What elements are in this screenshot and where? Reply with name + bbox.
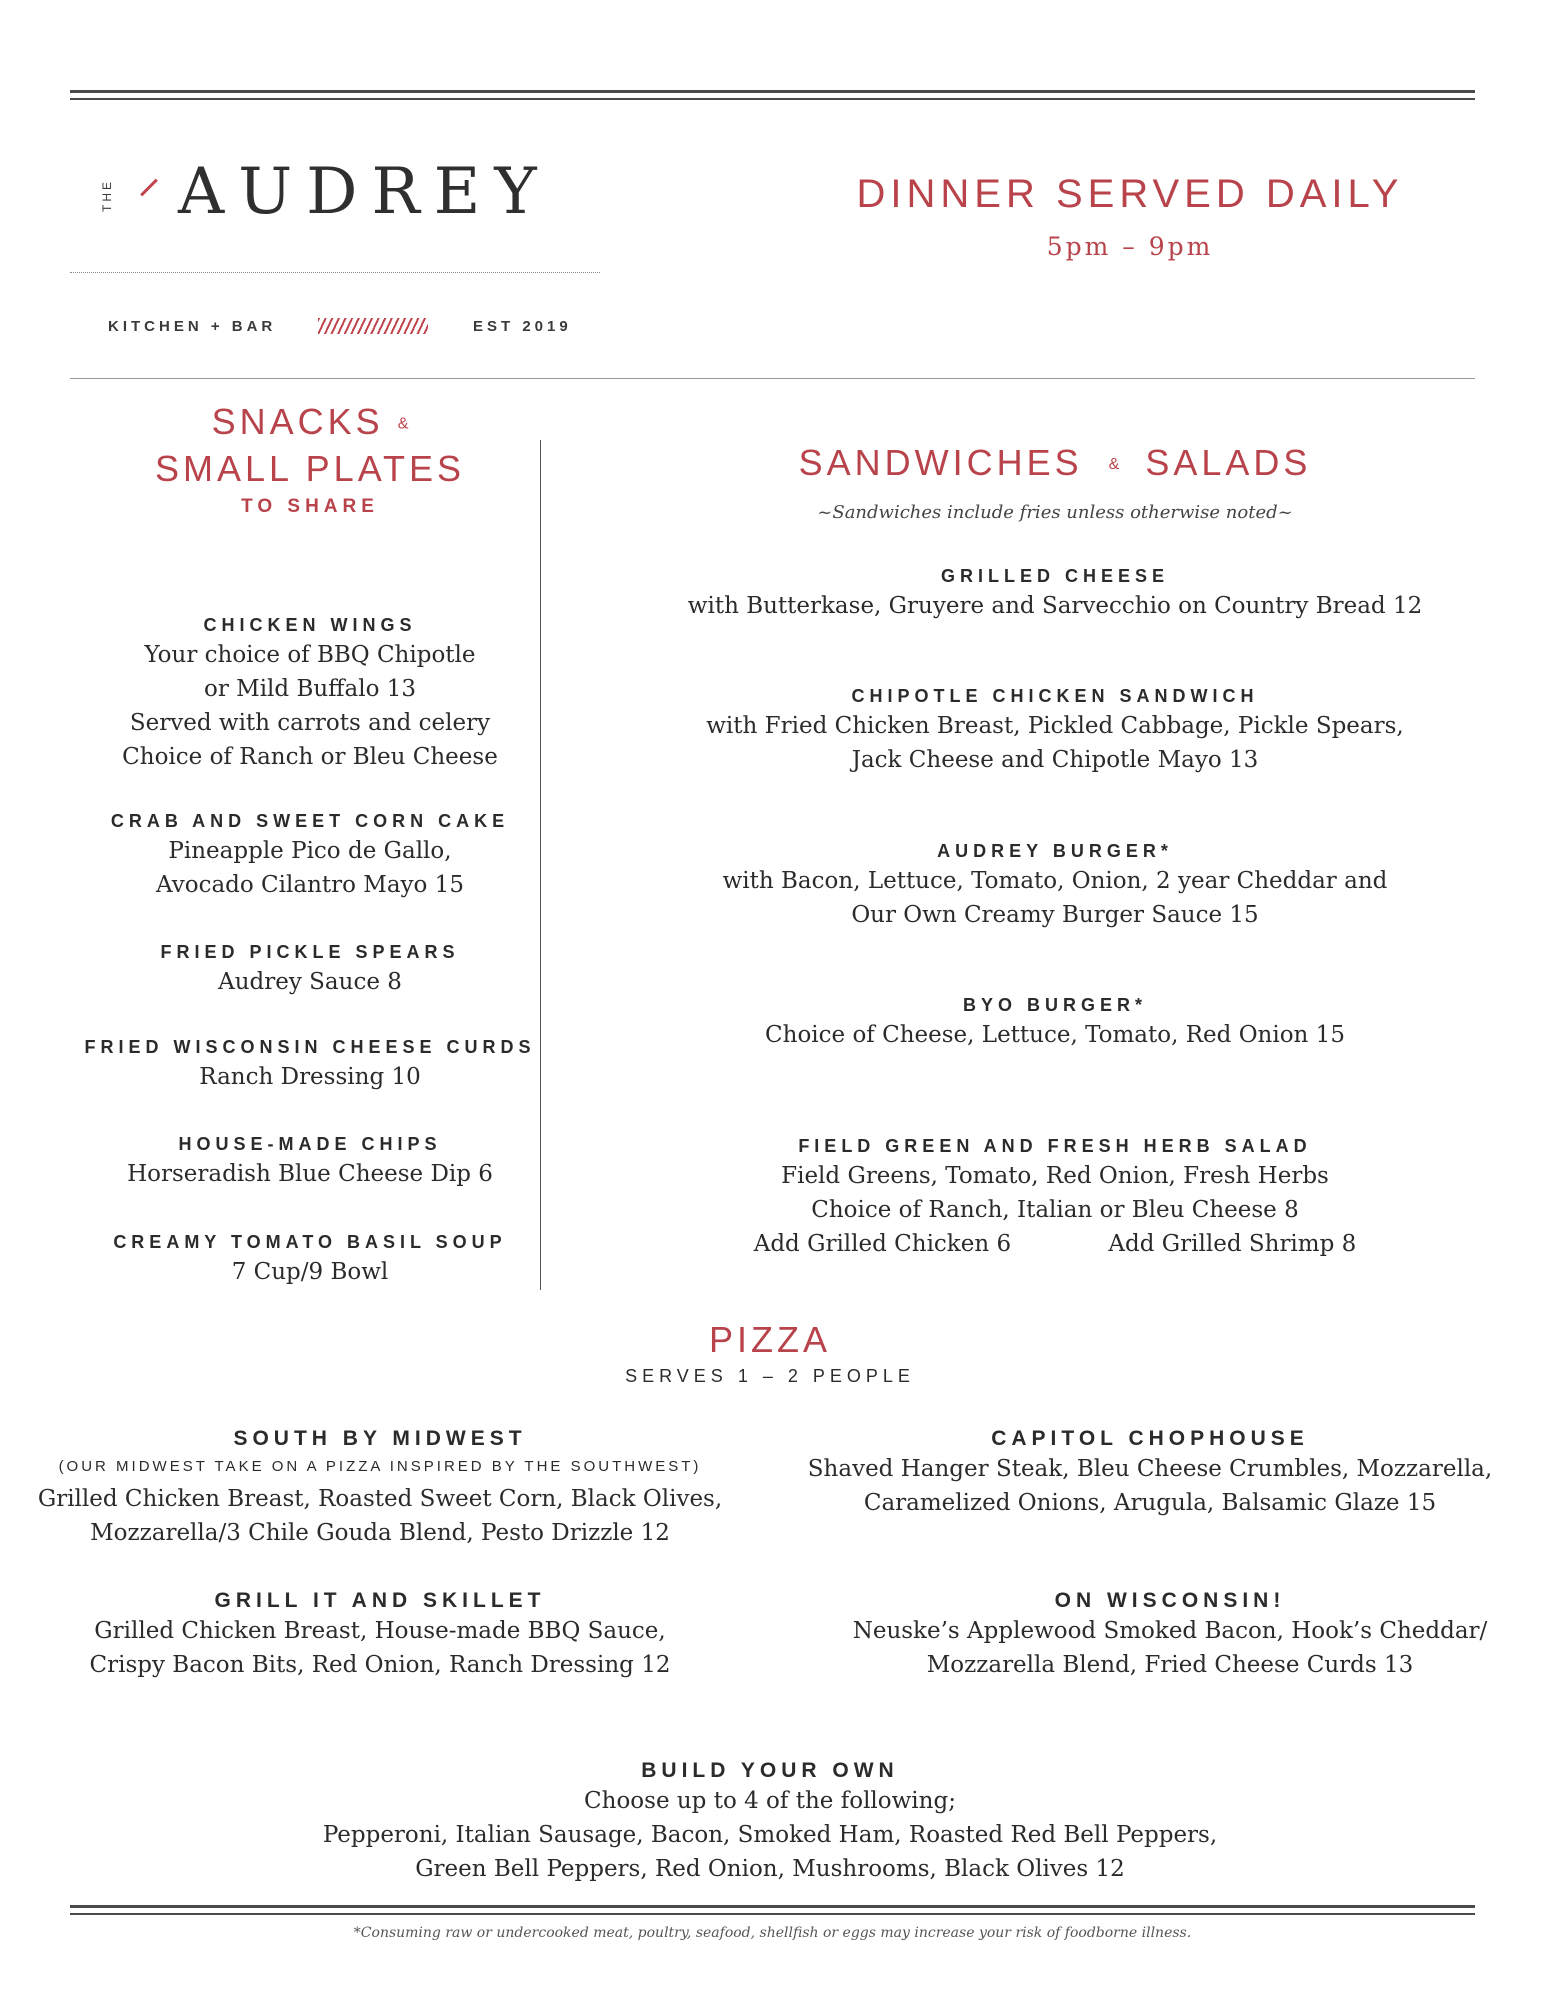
sandwiches-note: ~Sandwiches include fries unless otherwise noted~: [817, 502, 1293, 524]
snack-item-name: CRAB AND SWEET CORN CAKE: [110, 811, 510, 831]
snacks-title-amp: &: [397, 415, 409, 433]
pizza-item: [30, 1426, 730, 1550]
logo-hatch-mark: [318, 318, 428, 334]
pizza-title: PIZZA: [708, 1319, 831, 1360]
header-divider: [70, 378, 1475, 379]
sandwich-item-desc: Jack Cheese and Chipotle Mayo 13: [851, 747, 1259, 773]
dinner-hours: 5pm – 9pm: [1046, 232, 1214, 261]
dinner-served-heading: DINNER SERVED DAILY: [856, 172, 1404, 216]
top-rule-2: [70, 98, 1475, 100]
logo-slash-mark: [140, 179, 158, 197]
pizza-item: [30, 1588, 730, 1682]
pizza-item-desc: Crispy Bacon Bits, Red Onion, Ranch Dressing 12: [89, 1652, 671, 1678]
footer-disclaimer: *Consuming raw or undercooked meat, poultry, seafood, shellfish or eggs may increase your risk of foodborne illness.: [353, 1925, 1192, 1941]
snack-item-desc: 7 Cup/9 Bowl: [231, 1259, 389, 1285]
sandwich-item-name: GRILLED CHEESE: [940, 566, 1170, 586]
bottom-rule-2: [70, 1913, 1475, 1915]
sandwich-item-desc: with Bacon, Lettuce, Tomato, Onion, 2 year Cheddar and: [722, 868, 1388, 894]
column-divider: [540, 440, 541, 1290]
pizza-item-desc: Grilled Chicken Breast, Roasted Sweet Corn, Black Olives,: [37, 1486, 723, 1512]
snack-item-desc: Choice of Ranch or Bleu Cheese: [122, 744, 498, 770]
pizza-item-name: GRILL IT AND SKILLET: [214, 1589, 546, 1612]
sandwich-item: [655, 563, 1455, 623]
pizza-item-desc: Mozzarella Blend, Fried Cheese Curds 13: [926, 1652, 1414, 1678]
sandwich-item-name: AUDREY BURGER*: [937, 841, 1173, 861]
snack-item-name: CHICKEN WINGS: [203, 615, 417, 635]
snack-item: [80, 1229, 540, 1289]
sandwich-item-name: CHIPOTLE CHICKEN SANDWICH: [851, 686, 1259, 706]
pizza-item-name: CAPITOL CHOPHOUSE: [991, 1427, 1309, 1450]
logo-the: THE: [100, 179, 114, 212]
snack-item: [80, 808, 540, 902]
pizza-item-desc: Green Bell Peppers, Red Onion, Mushrooms, Black Olives 12: [415, 1856, 1125, 1882]
snack-item-desc: or Mild Buffalo 13: [204, 676, 416, 702]
logo-name: AUDREY: [178, 155, 551, 229]
bottom-rule-1: [70, 1905, 1475, 1908]
snack-item: [80, 1034, 540, 1094]
snacks-subtitle: TO SHARE: [241, 496, 379, 518]
pizza-item-note: (OUR MIDWEST TAKE ON A PIZZA INSPIRED BY THE SOUTHWEST): [58, 1458, 702, 1475]
sandwich-item-name: FIELD GREEN AND FRESH HERB SALAD: [798, 1136, 1312, 1156]
sandwiches-title: [680, 440, 1430, 523]
pizza-item-name: SOUTH BY MIDWEST: [233, 1427, 527, 1450]
sandwich-item-desc: with Fried Chicken Breast, Pickled Cabbage, Pickle Spears,: [706, 713, 1404, 739]
snack-item-desc: Horseradish Blue Cheese Dip 6: [127, 1161, 493, 1187]
salad-addons: [655, 1227, 1455, 1261]
sandwich-item: [655, 992, 1455, 1052]
pizza-item: [780, 1426, 1520, 1520]
pizza-item: [800, 1588, 1540, 1682]
snacks-title-line2: SMALL PLATES: [154, 448, 466, 490]
sandwich-item-desc: Our Own Creamy Burger Sauce 15: [851, 902, 1259, 928]
pizza-item-name: ON WISCONSIN!: [1054, 1589, 1286, 1612]
sandwich-item: [655, 1133, 1455, 1261]
logo-est: EST 2019: [473, 318, 572, 335]
salad-addon-chicken: Add Grilled Chicken 6: [753, 1231, 1012, 1257]
pizza-item-desc: Choose up to 4 of the following;: [584, 1788, 956, 1814]
snack-item-desc: Served with carrots and celery: [129, 710, 491, 736]
pizza-item-desc: Caramelized Onions, Arugula, Balsamic Glaze 15: [863, 1490, 1437, 1516]
sandwiches-title-right: SALADS: [1145, 442, 1312, 483]
snack-item-desc: Your choice of BBQ Chipotle: [144, 642, 476, 668]
snack-item-name: CREAMY TOMATO BASIL SOUP: [113, 1232, 507, 1252]
pizza-item-name: BUILD YOUR OWN: [641, 1759, 899, 1782]
snack-item-name: HOUSE-MADE CHIPS: [178, 1134, 442, 1154]
top-rule-1: [70, 90, 1475, 93]
pizza-item-desc: Mozzarella/3 Chile Gouda Blend, Pesto Drizzle 12: [90, 1520, 670, 1546]
snack-item-desc: Audrey Sauce 8: [218, 969, 402, 995]
snack-item: [80, 939, 540, 999]
sandwich-item-desc: Field Greens, Tomato, Red Onion, Fresh Herbs: [781, 1163, 1329, 1189]
snack-item-name: FRIED WISCONSIN CHEESE CURDS: [84, 1037, 536, 1057]
pizza-item-desc: Pepperoni, Italian Sausage, Bacon, Smoked Ham, Roasted Red Bell Peppers,: [322, 1822, 1218, 1848]
sandwich-item: [655, 683, 1455, 777]
pizza-item-desc: Grilled Chicken Breast, House-made BBQ Sauce,: [94, 1618, 666, 1644]
pizza-item-desc: Shaved Hanger Steak, Bleu Cheese Crumbles, Mozzarella,: [807, 1456, 1493, 1482]
sandwiches-title-amp: &: [1108, 456, 1120, 474]
snacks-title: [110, 400, 510, 518]
logo-dotted-divider: [70, 272, 600, 273]
snacks-title-line1: SNACKS: [211, 401, 384, 442]
pizza-item: [270, 1758, 1270, 1886]
sandwich-item-desc: Choice of Cheese, Lettuce, Tomato, Red Onion 15: [765, 1022, 1345, 1048]
sandwich-item-name: BYO BURGER*: [962, 995, 1147, 1015]
logo-kitchen-bar: KITCHEN + BAR: [108, 318, 277, 335]
pizza-title-block: [520, 1318, 1020, 1387]
snack-item-desc: Avocado Cilantro Mayo 15: [156, 872, 464, 898]
pizza-item-desc: Neuske’s Applewood Smoked Bacon, Hook’s Cheddar/: [852, 1618, 1488, 1644]
snack-item-name: FRIED PICKLE SPEARS: [160, 942, 460, 962]
sandwiches-title-left: SANDWICHES: [798, 442, 1083, 483]
pizza-subtitle: SERVES 1 – 2 PEOPLE: [625, 1366, 915, 1386]
snack-item-desc: Pineapple Pico de Gallo,: [168, 838, 452, 864]
sandwich-item: [655, 838, 1455, 932]
salad-addon-shrimp: Add Grilled Shrimp 8: [1108, 1231, 1357, 1257]
snack-item: [80, 1131, 540, 1191]
snack-item-desc: Ranch Dressing 10: [199, 1064, 421, 1090]
sandwich-item-desc: Choice of Ranch, Italian or Bleu Cheese 8: [811, 1197, 1299, 1223]
snack-item: [80, 612, 540, 774]
sandwich-item-desc: with Butterkase, Gruyere and Sarvecchio on Country Bread 12: [687, 593, 1423, 619]
